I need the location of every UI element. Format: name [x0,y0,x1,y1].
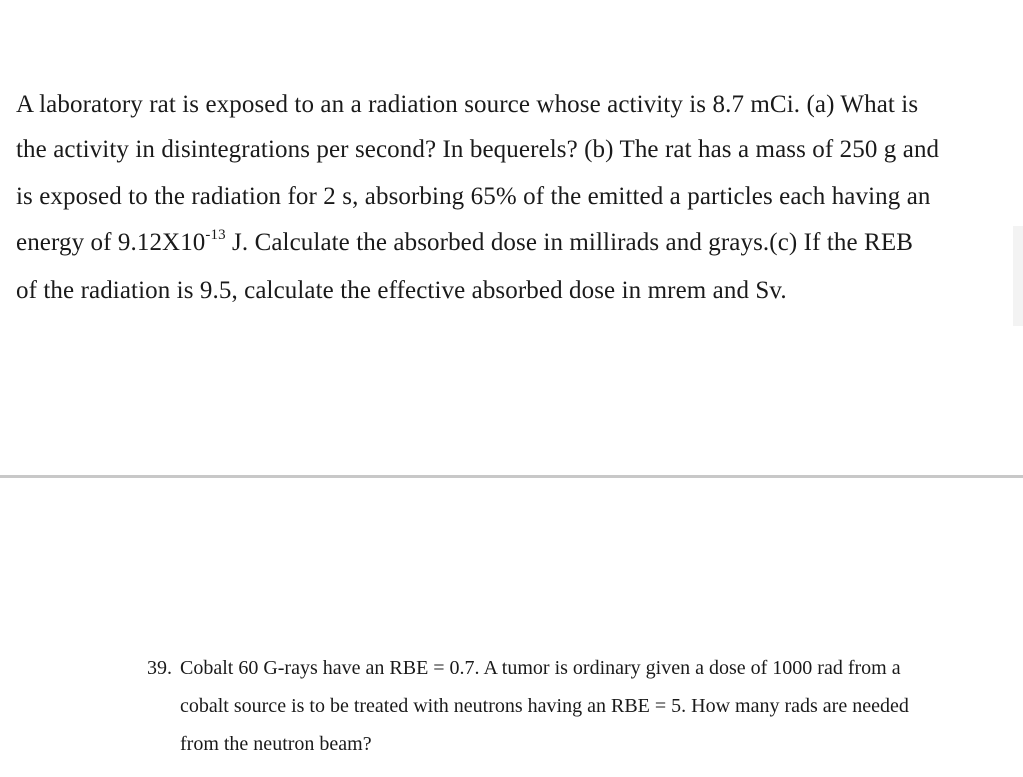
question-block-39 [0,650,1023,770]
question-1-line-1: A laboratory rat is exposed to an a radiation source whose activity is 8.7 mCi. (a) What is [16,91,919,118]
question-1-line-5: of the radiation is 9.5, calculate the effective absorbed dose in mrem and Sv. [16,277,787,304]
line-4-text-end: J. Calculate the absorbed dose in millirads and grays.(c) If the REB [225,229,913,256]
question-block-1 [0,78,1023,328]
question-1-line-4 [16,228,913,258]
right-edge-panel [1013,226,1023,326]
question-39-line-1: Cobalt 60 G-rays have an RBE = 0.7. A tumor is ordinary given a dose of 1000 rad from a [180,657,901,679]
question-1-line-3: is exposed to the radiation for 2 s, absorbing 65% of the emitted a particles each having an [16,183,931,210]
exponent-superscript: -13 [205,226,226,243]
section-divider [0,475,1023,478]
question-number: 39. [147,657,172,679]
question-1-line-2: the activity in disintegrations per second? In bequerels? (b) The rat has a mass of 250 g and [16,136,940,163]
question-39-line-3: from the neutron beam? [180,733,372,755]
question-39-line-2: cobalt source is to be treated with neutrons having an RBE = 5. How many rads are needed [180,695,909,717]
line-4-text-start: energy of 9.12X10 [16,229,206,256]
